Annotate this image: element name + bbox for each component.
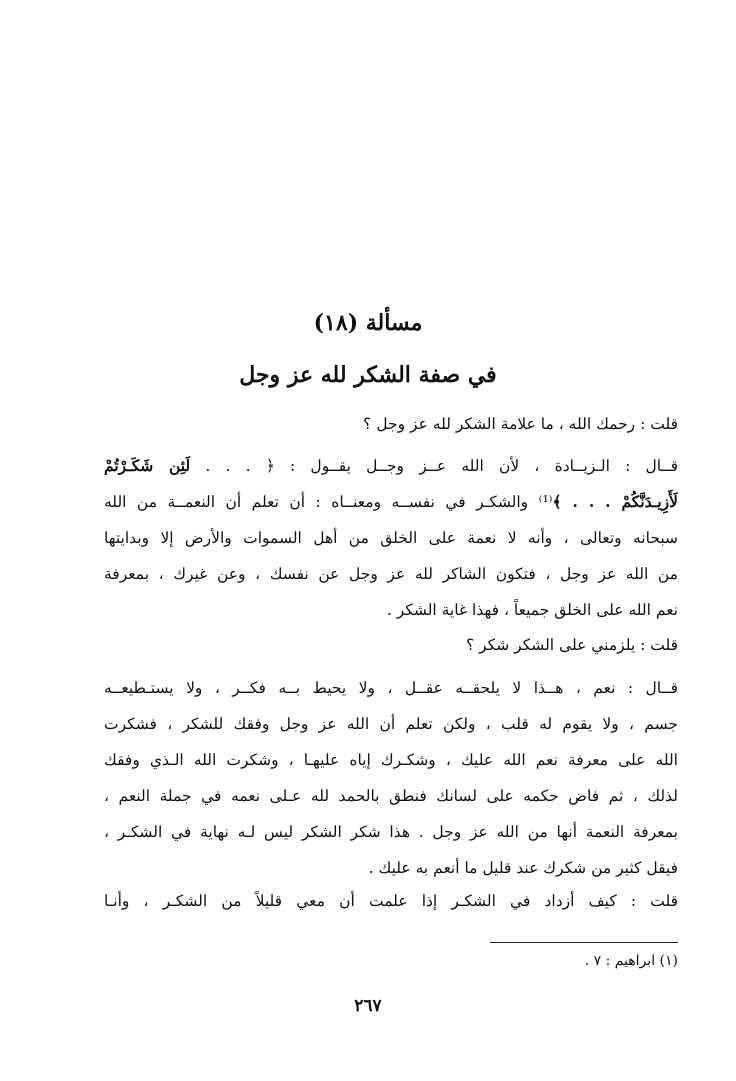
answer-2-line-2: جسم ، ولا يقوم له قلب ، ولكن تعلم أن الله عز وجل وفقك للشكر ، فشكرت xyxy=(104,715,678,733)
issue-title: مسألة (١٨) xyxy=(313,310,423,336)
question-2 xyxy=(104,627,678,663)
footnote: (١) ابراهيم : ٧ . xyxy=(584,953,678,969)
page-number: ٢٦٧ xyxy=(354,996,382,1016)
question-1 xyxy=(104,406,678,442)
answer-1-paragraph xyxy=(104,448,678,628)
footnote-divider xyxy=(490,942,678,943)
answer-1-line-3: سبحانه وتعالى ، وأنه لا نعمة على الخلق من أهل السموات والأرض إلا وبدايتها xyxy=(104,529,678,547)
answer-1-line-1-text: قــال : الـزيــادة ، لأن الله عــز وجــل يقــول : ﴿ . . . xyxy=(205,457,678,475)
question-3-text: قلت : كيف أزداد في الشكـر إذا علمت أن معي قليلاً من الشكـر ، وأنـا xyxy=(104,892,678,910)
answer-1-line-1 xyxy=(104,448,678,484)
answer-2-line-3: الله على معرفة نعم الله عليك ، وشكـرك إياه عليهـا ، وشكرت الله الـذي وفقك xyxy=(104,751,678,769)
quran-verse-part-1: لَئِن شَكَـرْتُمْ xyxy=(104,456,191,475)
answer-1-line-5: نعم الله على الخلق جميعاً ، فهذا غاية الشكر . xyxy=(386,601,678,619)
question-1-text: قلت : رحمك الله ، ما علامة الشكر لله عز وجل ؟ xyxy=(363,415,678,433)
question-3 xyxy=(104,883,678,919)
answer-2-line-6: فيقل كثير من شكرك عند قليل ما أنعم به عليك . xyxy=(368,859,678,877)
question-2-text: قلت : يلزمني على الشكر شكر ؟ xyxy=(465,636,678,654)
issue-subtitle: في صفة الشكر لله عز وجل xyxy=(239,362,497,388)
answer-1-line-2 xyxy=(104,484,678,520)
answer-2-line-1: قــال : نعم ، هــذا لا يلحقــه عقــل ، ولا يحيط بــه فكــر ، ولا يستـطيعــه xyxy=(104,679,678,697)
answer-2-paragraph xyxy=(104,670,678,886)
answer-1-line-4: من الله عز وجل ، فتكون الشاكر لله عز وجل عن نفسك ، وعن غيرك ، بمعرفة xyxy=(104,565,678,583)
answer-2-line-5: بمعرفة النعمة أنها من الله عز وجل . هذا شكر الشكر ليس لـه نهاية في الشكـر ، xyxy=(104,823,678,841)
answer-2-line-4: لذلك ، ثم فاض حكمه على لسانك فنطق بالحمد لله عـلى نعمه في جملة النعم ، xyxy=(104,787,678,805)
quran-verse-part-2: لَأَزِيـدَنَّكُمْ . . . ﴾ xyxy=(552,492,678,511)
answer-1-line-2-text: ⁽¹⁾ والشكـر في نفســه ومعنــاه : أن تعلم أن النعمــة من الله xyxy=(104,493,553,511)
